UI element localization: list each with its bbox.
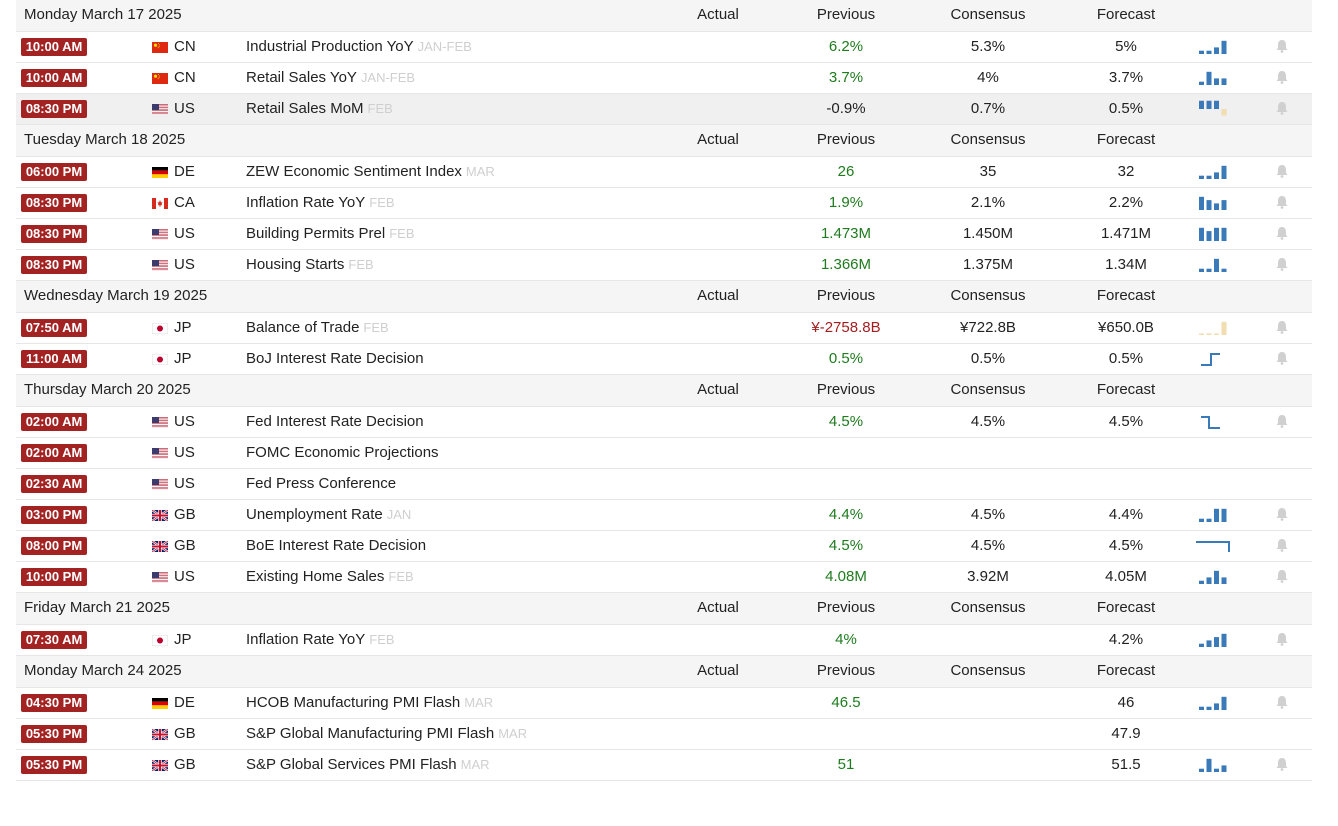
forecast-value: 4.2%: [1108, 631, 1144, 648]
spark-bar: [1222, 166, 1227, 179]
flag-us-icon: [152, 572, 168, 583]
spark-bar: [1222, 269, 1227, 272]
forecast-value: 1.471M: [1100, 225, 1152, 242]
event-name[interactable]: [246, 407, 424, 437]
event-row[interactable]: [16, 407, 1312, 438]
alert-bell-icon[interactable]: [1274, 506, 1290, 522]
reference-period: FEB: [367, 101, 393, 116]
event-title[interactable]: BoJ Interest Rate Decision: [246, 350, 424, 367]
spark-bar: [1214, 172, 1219, 179]
alert-bell-icon[interactable]: [1274, 631, 1290, 647]
column-header-forecast: Forecast: [1096, 662, 1156, 679]
country-code: US: [174, 100, 195, 117]
spark-bar: [1207, 101, 1212, 109]
alert-bell-icon[interactable]: [1274, 694, 1290, 710]
spark-bar: [1207, 231, 1212, 241]
previous-value: 4%: [835, 631, 857, 648]
consensus-value: 1.375M: [962, 256, 1014, 273]
trend-sparkline[interactable]: [1196, 100, 1232, 118]
day-header-row: [16, 656, 1312, 688]
spark-bar: [1214, 78, 1219, 85]
country-code: US: [174, 413, 195, 430]
day-header-row: [16, 0, 1312, 32]
time-badge: 08:30 PM: [21, 225, 87, 243]
time-badge: 06:00 PM: [21, 163, 87, 181]
spark-line: [1201, 354, 1220, 365]
event-name[interactable]: [246, 188, 395, 218]
spark-bar: [1199, 228, 1204, 241]
previous-value: 0.5%: [828, 350, 864, 367]
spark-bar: [1222, 509, 1227, 522]
spark-bar: [1207, 334, 1212, 336]
event-title[interactable]: Existing Home Sales: [246, 568, 385, 585]
event-row[interactable]: [16, 157, 1312, 188]
flag-ca-icon: [152, 198, 168, 209]
event-row[interactable]: [16, 531, 1312, 562]
previous-value: 3.7%: [828, 69, 864, 86]
event-title[interactable]: Inflation Rate YoY: [246, 194, 366, 211]
country-code: GB: [174, 537, 196, 554]
event-row[interactable]: [16, 562, 1312, 593]
previous-value: 46.5: [831, 694, 861, 711]
event-name[interactable]: [246, 32, 472, 62]
economic-calendar: [16, 0, 1312, 781]
column-header-consensus: Consensus: [950, 381, 1026, 398]
country-code: US: [174, 475, 195, 492]
spark-bar: [1214, 101, 1219, 109]
column-header-consensus: Consensus: [950, 599, 1026, 616]
flag-jp-icon: [152, 323, 168, 334]
flag-us-icon: [152, 448, 168, 459]
alert-bell-icon[interactable]: [1274, 194, 1290, 210]
spark-bar: [1214, 47, 1219, 54]
spark-bar: [1199, 334, 1204, 336]
flag-gb-icon: [152, 729, 168, 740]
time-badge: 02:30 AM: [21, 475, 87, 493]
time-badge: 02:00 AM: [21, 413, 87, 431]
flag-jp-icon: [152, 635, 168, 646]
column-header-actual: Actual: [697, 287, 739, 304]
event-name[interactable]: [246, 500, 411, 530]
event-name[interactable]: [246, 219, 415, 249]
spark-bar: [1207, 269, 1212, 272]
time-badge: 08:00 PM: [21, 537, 87, 555]
event-row[interactable]: [16, 500, 1312, 531]
flag-us-icon: [152, 260, 168, 271]
event-title[interactable]: Fed Interest Rate Decision: [246, 413, 424, 430]
country-code: JP: [174, 631, 192, 648]
spark-bar: [1207, 577, 1212, 584]
consensus-value: ¥722.8B: [960, 319, 1016, 336]
reference-period: FEB: [388, 569, 414, 584]
alert-bell-icon[interactable]: [1274, 38, 1290, 54]
event-name[interactable]: [246, 531, 426, 561]
previous-value: 4.08M: [825, 568, 867, 585]
country-code: US: [174, 568, 195, 585]
forecast-value: 4.05M: [1105, 568, 1147, 585]
alert-bell-icon[interactable]: [1274, 256, 1290, 272]
country-code: US: [174, 444, 195, 461]
event-name[interactable]: [246, 63, 415, 93]
trend-sparkline[interactable]: [1196, 38, 1232, 56]
reference-period: FEB: [369, 632, 395, 647]
time-badge: 10:00 PM: [21, 568, 87, 586]
consensus-value: 4.5%: [970, 506, 1006, 523]
flag-gb-icon: [152, 541, 168, 552]
country-code: US: [174, 256, 195, 273]
event-name[interactable]: [246, 688, 493, 718]
flag-cn-icon: [152, 42, 168, 53]
event-title[interactable]: ZEW Economic Sentiment Index: [246, 163, 462, 180]
event-name[interactable]: [246, 469, 396, 499]
country-code: DE: [174, 163, 195, 180]
forecast-value: 1.34M: [1105, 256, 1147, 273]
day-title: Tuesday March 18 2025: [24, 131, 186, 148]
spark-bar: [1214, 509, 1219, 522]
spark-bar: [1214, 703, 1219, 710]
alert-bell-icon[interactable]: [1274, 350, 1290, 366]
forecast-value: 0.5%: [1108, 350, 1144, 367]
flag-de-icon: [152, 167, 168, 178]
spark-bar: [1199, 176, 1204, 179]
trend-sparkline[interactable]: [1196, 194, 1232, 212]
trend-sparkline[interactable]: [1196, 225, 1232, 243]
event-row[interactable]: [16, 63, 1312, 94]
column-header-previous: Previous: [816, 662, 876, 679]
reference-period: JAN-FEB: [360, 70, 416, 85]
country-code: CN: [174, 69, 196, 86]
reference-period: MAR: [498, 726, 528, 741]
consensus-value: 3.92M: [967, 568, 1009, 585]
spark-bar: [1199, 269, 1204, 272]
alert-bell-icon[interactable]: [1274, 413, 1290, 429]
trend-sparkline[interactable]: [1196, 256, 1232, 274]
spark-bar: [1214, 228, 1219, 241]
event-name[interactable]: [246, 625, 395, 655]
column-header-actual: Actual: [697, 662, 739, 679]
event-row[interactable]: [16, 688, 1312, 719]
trend-sparkline[interactable]: [1196, 319, 1232, 337]
event-title[interactable]: HCOB Manufacturing PMI Flash: [246, 694, 461, 711]
trend-sparkline[interactable]: [1196, 694, 1232, 712]
trend-sparkline[interactable]: [1196, 537, 1232, 555]
day-header-row: [16, 125, 1312, 157]
column-header-previous: Previous: [816, 6, 876, 23]
reference-period: FEB: [369, 195, 395, 210]
forecast-value: 4.4%: [1108, 506, 1144, 523]
trend-sparkline[interactable]: [1196, 506, 1232, 524]
day-header-row: [16, 593, 1312, 625]
event-title[interactable]: BoE Interest Rate Decision: [246, 537, 427, 554]
previous-value: 4.4%: [828, 506, 864, 523]
spark-line: [1201, 417, 1220, 428]
day-title: Monday March 24 2025: [24, 662, 182, 679]
column-header-forecast: Forecast: [1096, 131, 1156, 148]
flag-cn-icon: [152, 73, 168, 84]
day-title: Wednesday March 19 2025: [24, 287, 208, 304]
spark-bar: [1222, 697, 1227, 710]
event-row[interactable]: [16, 219, 1312, 250]
forecast-value: 2.2%: [1108, 194, 1144, 211]
event-row[interactable]: [16, 250, 1312, 281]
spark-bar: [1222, 78, 1227, 85]
event-name[interactable]: [246, 750, 490, 780]
column-header-actual: Actual: [697, 6, 739, 23]
event-name[interactable]: [246, 157, 495, 187]
event-row[interactable]: [16, 344, 1312, 375]
event-title[interactable]: Housing Starts: [246, 256, 345, 273]
reference-period: MAR: [464, 695, 494, 710]
spark-bar: [1207, 51, 1212, 54]
consensus-value: 35: [979, 163, 997, 180]
alert-bell-icon[interactable]: [1274, 568, 1290, 584]
spark-bar: [1214, 571, 1219, 584]
alert-bell-icon[interactable]: [1274, 756, 1290, 772]
event-row[interactable]: [16, 719, 1312, 750]
event-row[interactable]: [16, 313, 1312, 344]
consensus-value: 0.7%: [970, 100, 1006, 117]
column-header-actual: Actual: [697, 381, 739, 398]
forecast-value: 5%: [1115, 38, 1137, 55]
forecast-value: 0.5%: [1108, 100, 1144, 117]
spark-bar: [1207, 519, 1212, 522]
event-title[interactable]: S&P Global Manufacturing PMI Flash: [246, 725, 495, 742]
spark-bar: [1199, 51, 1204, 54]
consensus-value: 0.5%: [970, 350, 1006, 367]
spark-bar: [1214, 259, 1219, 272]
trend-sparkline[interactable]: [1196, 413, 1232, 431]
column-header-consensus: Consensus: [950, 6, 1026, 23]
time-badge: 10:00 AM: [21, 69, 87, 87]
spark-line: [1196, 542, 1229, 552]
event-row[interactable]: [16, 32, 1312, 63]
country-code: DE: [174, 694, 195, 711]
event-title[interactable]: Industrial Production YoY: [246, 38, 414, 55]
consensus-value: 4%: [977, 69, 999, 86]
event-name[interactable]: [246, 94, 393, 124]
time-badge: 08:30 PM: [21, 194, 87, 212]
spark-bar: [1199, 101, 1204, 109]
spark-bar: [1222, 109, 1227, 116]
flag-us-icon: [152, 479, 168, 490]
event-title[interactable]: Building Permits Prel: [246, 225, 386, 242]
time-badge: 11:00 AM: [21, 350, 87, 368]
time-badge: 04:30 PM: [21, 694, 87, 712]
forecast-value: 47.9: [1111, 725, 1141, 742]
reference-period: JAN: [386, 507, 412, 522]
consensus-value: 4.5%: [970, 537, 1006, 554]
event-name[interactable]: [246, 250, 374, 280]
forecast-value: ¥650.0B: [1098, 319, 1154, 336]
event-title[interactable]: Balance of Trade: [246, 319, 360, 336]
reference-period: JAN-FEB: [417, 39, 472, 54]
country-code: GB: [174, 756, 196, 773]
flag-us-icon: [152, 417, 168, 428]
forecast-value: 3.7%: [1108, 69, 1144, 86]
previous-value: 1.366M: [820, 256, 872, 273]
spark-bar: [1207, 72, 1212, 85]
spark-bar: [1199, 644, 1204, 647]
reference-period: MAR: [460, 757, 490, 772]
event-row[interactable]: [16, 469, 1312, 500]
previous-value: 1.9%: [828, 194, 864, 211]
trend-sparkline[interactable]: [1196, 350, 1232, 368]
spark-bar: [1214, 769, 1219, 772]
spark-bar: [1222, 765, 1227, 772]
flag-gb-icon: [152, 760, 168, 771]
previous-value: ¥-2758.8B: [811, 319, 881, 336]
previous-value: 6.2%: [828, 38, 864, 55]
consensus-value: 2.1%: [970, 194, 1006, 211]
flag-gb-icon: [152, 510, 168, 521]
column-header-previous: Previous: [816, 131, 876, 148]
country-code: GB: [174, 725, 196, 742]
spark-bar: [1222, 41, 1227, 54]
spark-bar: [1199, 519, 1204, 522]
trend-sparkline[interactable]: [1196, 756, 1232, 774]
spark-bar: [1222, 228, 1227, 241]
event-title[interactable]: Retail Sales MoM: [246, 100, 364, 117]
event-row[interactable]: [16, 625, 1312, 656]
alert-bell-icon[interactable]: [1274, 225, 1290, 241]
spark-bar: [1207, 640, 1212, 647]
time-badge: 08:30 PM: [21, 100, 87, 118]
spark-bar: [1214, 203, 1219, 210]
day-title: Monday March 17 2025: [24, 6, 182, 23]
country-code: GB: [174, 506, 196, 523]
reference-period: FEB: [348, 257, 374, 272]
forecast-value: 4.5%: [1108, 537, 1144, 554]
consensus-value: 4.5%: [970, 413, 1006, 430]
event-title[interactable]: Retail Sales YoY: [246, 69, 357, 86]
previous-value: 26: [837, 163, 855, 180]
alert-bell-icon[interactable]: [1274, 163, 1290, 179]
alert-bell-icon[interactable]: [1274, 319, 1290, 335]
time-badge: 07:50 AM: [21, 319, 87, 337]
country-code: JP: [174, 350, 192, 367]
spark-bar: [1199, 82, 1204, 85]
spark-bar: [1199, 769, 1204, 772]
previous-value: 1.473M: [820, 225, 872, 242]
previous-value: 4.5%: [828, 537, 864, 554]
spark-bar: [1222, 634, 1227, 647]
country-code: CN: [174, 38, 196, 55]
flag-jp-icon: [152, 354, 168, 365]
column-header-forecast: Forecast: [1096, 381, 1156, 398]
event-name[interactable]: [246, 719, 527, 749]
consensus-value: 5.3%: [970, 38, 1006, 55]
previous-value: 51: [837, 756, 855, 773]
event-name[interactable]: [246, 313, 389, 343]
event-title[interactable]: Fed Press Conference: [246, 475, 397, 492]
day-title: Friday March 21 2025: [24, 599, 170, 616]
column-header-forecast: Forecast: [1096, 599, 1156, 616]
spark-bar: [1222, 577, 1227, 584]
forecast-value: 32: [1117, 163, 1135, 180]
event-title[interactable]: S&P Global Services PMI Flash: [246, 756, 457, 773]
time-badge: 08:30 PM: [21, 256, 87, 274]
alert-bell-icon[interactable]: [1274, 100, 1290, 116]
event-name[interactable]: [246, 344, 424, 374]
event-name[interactable]: [246, 562, 414, 592]
column-header-consensus: Consensus: [950, 131, 1026, 148]
trend-sparkline[interactable]: [1196, 163, 1232, 181]
spark-bar: [1214, 334, 1219, 336]
column-header-forecast: Forecast: [1096, 6, 1156, 23]
alert-bell-icon[interactable]: [1274, 69, 1290, 85]
alert-bell-icon[interactable]: [1274, 537, 1290, 553]
time-badge: 07:30 AM: [21, 631, 87, 649]
forecast-value: 4.5%: [1108, 413, 1144, 430]
column-header-previous: Previous: [816, 381, 876, 398]
reference-period: FEB: [389, 226, 415, 241]
time-badge: 05:30 PM: [21, 725, 87, 743]
spark-bar: [1199, 581, 1204, 584]
event-row[interactable]: [16, 438, 1312, 469]
spark-bar: [1214, 637, 1219, 647]
forecast-value: 51.5: [1111, 756, 1141, 773]
event-row[interactable]: [16, 750, 1312, 781]
event-title[interactable]: Unemployment Rate: [246, 506, 383, 523]
time-badge: 02:00 AM: [21, 444, 87, 462]
spark-bar: [1207, 176, 1212, 179]
flag-de-icon: [152, 698, 168, 709]
time-badge: 03:00 PM: [21, 506, 87, 524]
event-title[interactable]: Inflation Rate YoY: [246, 631, 366, 648]
column-header-forecast: Forecast: [1096, 287, 1156, 304]
flag-us-icon: [152, 104, 168, 115]
spark-bar: [1222, 200, 1227, 210]
day-header-row: [16, 281, 1312, 313]
time-badge: 10:00 AM: [21, 38, 87, 56]
previous-value: 4.5%: [828, 413, 864, 430]
spark-bar: [1199, 707, 1204, 710]
column-header-consensus: Consensus: [950, 287, 1026, 304]
reference-period: MAR: [465, 164, 495, 179]
column-header-actual: Actual: [697, 131, 739, 148]
trend-sparkline[interactable]: [1196, 631, 1232, 649]
event-row[interactable]: [16, 188, 1312, 219]
reference-period: FEB: [363, 320, 389, 335]
spark-bar: [1207, 759, 1212, 772]
day-title: Thursday March 20 2025: [24, 381, 191, 398]
column-header-previous: Previous: [816, 599, 876, 616]
previous-value: -0.9%: [826, 100, 866, 117]
country-code: US: [174, 225, 195, 242]
forecast-value: 46: [1117, 694, 1135, 711]
country-code: JP: [174, 319, 192, 336]
event-row[interactable]: [16, 94, 1312, 125]
column-header-consensus: Consensus: [950, 662, 1026, 679]
flag-us-icon: [152, 229, 168, 240]
spark-bar: [1207, 200, 1212, 210]
time-badge: 05:30 PM: [21, 756, 87, 774]
day-header-row: [16, 375, 1312, 407]
spark-bar: [1207, 707, 1212, 710]
event-name[interactable]: [246, 438, 439, 468]
trend-sparkline[interactable]: [1196, 69, 1232, 87]
trend-sparkline[interactable]: [1196, 568, 1232, 586]
event-title[interactable]: FOMC Economic Projections: [246, 444, 439, 461]
column-header-actual: Actual: [697, 599, 739, 616]
column-header-previous: Previous: [816, 287, 876, 304]
spark-bar: [1199, 197, 1204, 210]
spark-bar: [1222, 322, 1227, 335]
country-code: CA: [174, 194, 195, 211]
consensus-value: 1.450M: [962, 225, 1014, 242]
